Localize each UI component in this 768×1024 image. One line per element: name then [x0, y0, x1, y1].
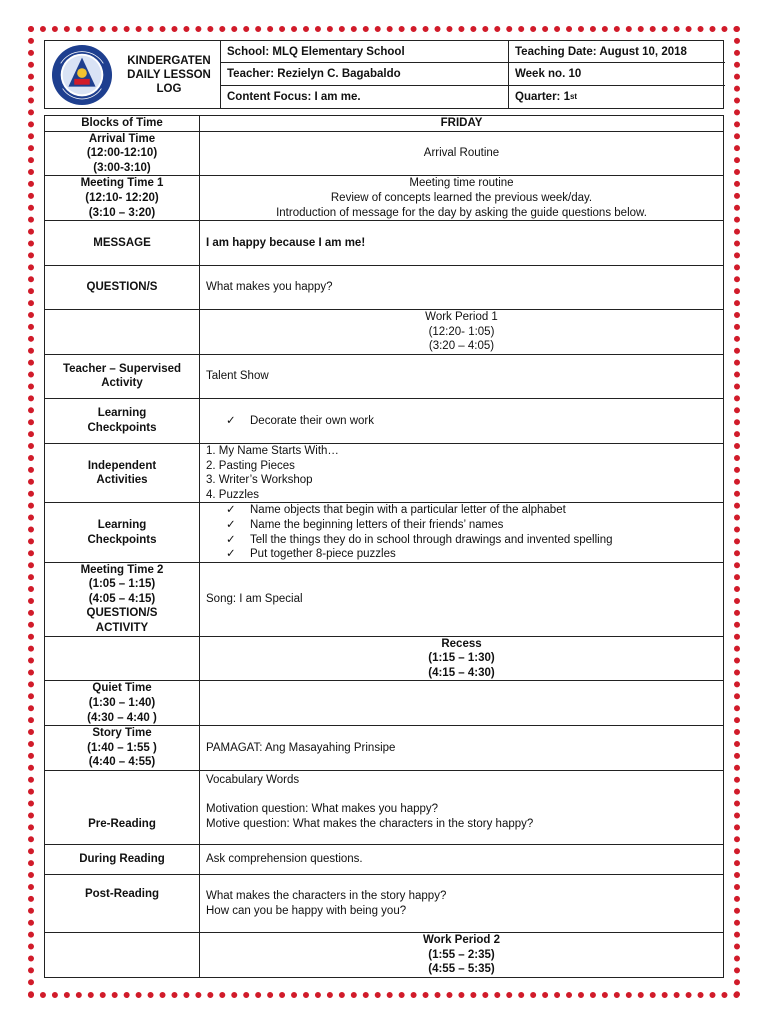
- quarter: Quarter: 1 st: [515, 90, 578, 103]
- logo-cell: [45, 41, 221, 108]
- header-table: [44, 40, 724, 109]
- deped-seal-icon: [51, 44, 113, 106]
- checkpoints1-label: Learning Checkpoints: [45, 398, 200, 443]
- empty-cell: [45, 636, 200, 681]
- table-row-quiet-time: [45, 681, 724, 726]
- meeting1-label: Meeting Time 1 (12:10- 12:20) (3:10 – 3:20): [45, 176, 200, 221]
- empty-cell: [45, 310, 200, 355]
- table-row-story-time: [45, 726, 724, 771]
- story-time-label: Story Time (1:40 – 1:55 ) (4:40 – 4:55): [45, 726, 200, 771]
- list-item: ✓ Tell the things they do in school through drawings and invented spelling: [226, 533, 613, 546]
- quiet-time-content: [200, 681, 724, 726]
- table-row-post-reading: [45, 875, 724, 933]
- lesson-log-document: [44, 40, 724, 978]
- table-row-during-reading: [45, 845, 724, 875]
- week-number: Week no. 10: [509, 63, 725, 85]
- questions-content: What makes you happy?: [200, 266, 724, 310]
- recess-heading: Recess (1:15 – 1:30) (4:15 – 4:30): [200, 636, 724, 681]
- document-title: KINDERGATEN DAILY LESSON LOG: [127, 54, 211, 95]
- checkpoints2-content: [200, 503, 724, 562]
- list-item: ✓ Put together 8-piece puzzles: [226, 548, 396, 561]
- table-row-pre-reading: [45, 771, 724, 845]
- check-icon: ✓: [226, 414, 236, 427]
- table-row-meeting2: [45, 562, 724, 636]
- arrival-time-label: Arrival Time (12:00-12:10) (3:00-3:10): [45, 131, 200, 176]
- table-row-checkpoints2: [45, 503, 724, 562]
- work-period1-heading: Work Period 1 (12:20- 1:05) (3:20 – 4:05): [200, 310, 724, 355]
- lesson-plan-table: [44, 115, 724, 978]
- table-row-teacher-supervised: [45, 354, 724, 398]
- checkpoints1-content: [200, 398, 724, 443]
- post-reading-content: What makes the characters in the story happy? How can you be happy with being you?: [200, 875, 724, 933]
- table-row-questions: [45, 266, 724, 310]
- list-item: 4. Puzzles: [206, 488, 260, 501]
- list-item: 2. Pasting Pieces: [206, 459, 295, 472]
- school-name: School: MLQ Elementary School: [221, 41, 508, 63]
- table-row-message: [45, 221, 724, 266]
- message-label: MESSAGE: [45, 221, 200, 266]
- date-info: [509, 41, 725, 108]
- quiet-time-label: Quiet Time (1:30 – 1:40) (4:30 – 4:40 ): [45, 681, 200, 726]
- meeting1-content: Meeting time routine Review of concepts learned the previous week/day. Introduction of message for the day by asking the guide questions below.: [200, 176, 724, 221]
- check-icon: ✓: [226, 533, 236, 546]
- list-item: ✓ Decorate their own work: [226, 414, 374, 427]
- pre-reading-content: Vocabulary Words Motivation question: What makes you happy? Motive question: What makes the characters in the story happy?: [200, 771, 724, 845]
- questions-label: QUESTION/S: [45, 266, 200, 310]
- table-row-recess: [45, 636, 724, 681]
- content-focus: Content Focus: I am me.: [227, 90, 361, 103]
- checkpoints2-label: Learning Checkpoints: [45, 503, 200, 562]
- pre-reading-label: Pre-Reading: [45, 771, 200, 845]
- post-reading-label: Post-Reading: [45, 875, 200, 933]
- list-item: 3. Writer’s Workshop: [206, 474, 313, 487]
- independent-content: [200, 443, 724, 502]
- teaching-date: Teaching Date: August 10, 2018: [509, 41, 725, 63]
- table-header-row: [45, 116, 724, 132]
- list-item: ✓ Name the beginning letters of their friends’ names: [226, 518, 504, 531]
- teacher-supervised-content: Talent Show: [200, 354, 724, 398]
- message-content: I am happy because I am me!: [200, 221, 724, 266]
- table-row-work-period1: [45, 310, 724, 355]
- arrival-content: Arrival Routine: [200, 131, 724, 176]
- list-item: ✓ Name objects that begin with a particular letter of the alphabet: [226, 504, 566, 517]
- list-item: 1. My Name Starts With…: [206, 444, 339, 457]
- table-row-independent: [45, 443, 724, 502]
- column-header-day: FRIDAY: [200, 116, 724, 132]
- check-icon: ✓: [226, 548, 236, 561]
- empty-cell: [45, 933, 200, 978]
- during-reading-label: During Reading: [45, 845, 200, 875]
- meeting2-label: Meeting Time 2 (1:05 – 1:15) (4:05 – 4:15) QUESTION/S ACTIVITY: [45, 562, 200, 636]
- teacher-name: Teacher: Rezielyn C. Bagabaldo: [221, 63, 508, 85]
- school-info: [221, 41, 509, 108]
- check-icon: ✓: [226, 504, 236, 517]
- story-time-content: PAMAGAT: Ang Masayahing Prinsipe: [200, 726, 724, 771]
- column-header-blocks: Blocks of Time: [45, 116, 200, 132]
- table-row-meeting1: [45, 176, 724, 221]
- table-row-work-period2: [45, 933, 724, 978]
- table-row-checkpoints1: [45, 398, 724, 443]
- during-reading-content: Ask comprehension questions.: [200, 845, 724, 875]
- independent-label: Independent Activities: [45, 443, 200, 502]
- work-period2-heading: Work Period 2 (1:55 – 2:35) (4:55 – 5:35): [200, 933, 724, 978]
- meeting2-content: Song: I am Special: [200, 562, 724, 636]
- check-icon: ✓: [226, 518, 236, 531]
- table-row-arrival: [45, 131, 724, 176]
- teacher-supervised-label: Teacher – Supervised Activity: [45, 354, 200, 398]
